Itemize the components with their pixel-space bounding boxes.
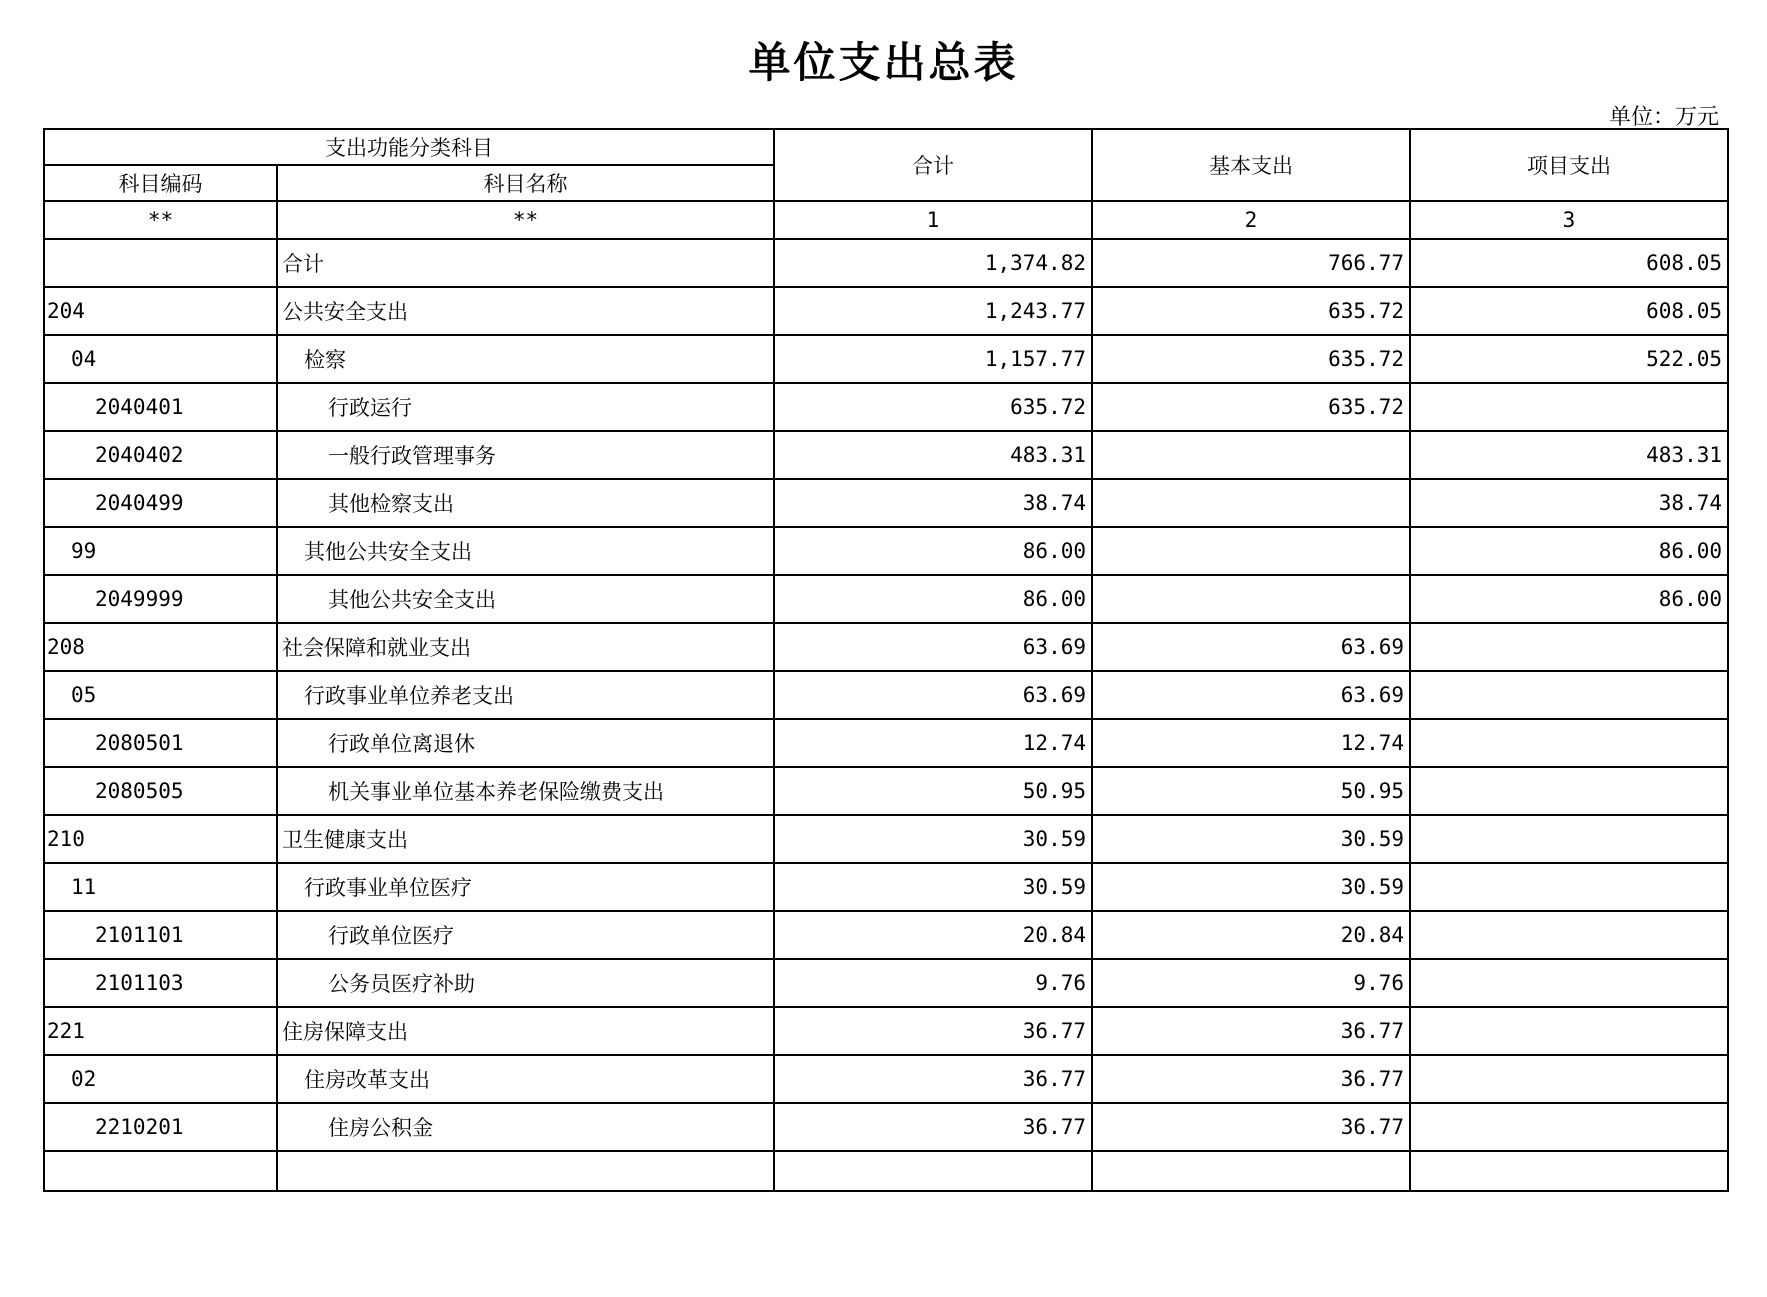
header-project-expenditure: 项目支出	[1410, 129, 1728, 201]
total-amount-cell: 50.95	[774, 767, 1092, 815]
project-amount-cell: 608.05	[1410, 287, 1728, 335]
project-amount-cell	[1410, 863, 1728, 911]
subject-code-cell: 2040401	[44, 383, 277, 431]
subject-name-cell: 社会保障和就业支出	[277, 623, 774, 671]
project-amount-cell	[1410, 383, 1728, 431]
subject-code-cell: 2080505	[44, 767, 277, 815]
table-row	[44, 767, 1728, 815]
header-row-group	[44, 129, 1728, 165]
total-amount-cell: 36.77	[774, 1055, 1092, 1103]
subject-name-cell: 行政单位离退休	[277, 719, 774, 767]
total-amount-cell: 1,157.77	[774, 335, 1092, 383]
subject-code-cell	[44, 239, 277, 287]
subject-name-cell: 检察	[277, 335, 774, 383]
project-amount-cell	[1410, 623, 1728, 671]
header-subject-code: 科目编码	[44, 165, 277, 201]
project-amount-cell	[1410, 1151, 1728, 1191]
table-row	[44, 863, 1728, 911]
total-amount-cell: 12.74	[774, 719, 1092, 767]
subject-name-cell	[277, 1151, 774, 1191]
basic-amount-cell: 30.59	[1092, 863, 1410, 911]
header-total: 合计	[774, 129, 1092, 201]
basic-amount-cell: 63.69	[1092, 671, 1410, 719]
total-amount-cell: 1,374.82	[774, 239, 1092, 287]
basic-amount-cell	[1092, 1151, 1410, 1191]
subject-name-cell: 公共安全支出	[277, 287, 774, 335]
table-row	[44, 623, 1728, 671]
total-amount-cell	[774, 1151, 1092, 1191]
subject-name-cell: 住房公积金	[277, 1103, 774, 1151]
subject-code-cell: 208	[44, 623, 277, 671]
total-amount-cell: 1,243.77	[774, 287, 1092, 335]
basic-amount-cell: 50.95	[1092, 767, 1410, 815]
project-amount-cell	[1410, 815, 1728, 863]
header-basic-expenditure: 基本支出	[1092, 129, 1410, 201]
report-title: 单位支出总表	[748, 38, 1019, 87]
total-amount-cell: 36.77	[774, 1007, 1092, 1055]
subject-code-cell: 2040402	[44, 431, 277, 479]
subject-name-cell: 住房保障支出	[277, 1007, 774, 1055]
project-amount-cell: 608.05	[1410, 239, 1728, 287]
project-amount-cell: 86.00	[1410, 575, 1728, 623]
project-amount-cell	[1410, 1007, 1728, 1055]
table-row	[44, 1007, 1728, 1055]
subject-code-cell: 2101103	[44, 959, 277, 1007]
table-row	[44, 239, 1728, 287]
table-row	[44, 1055, 1728, 1103]
table-row	[44, 383, 1728, 431]
header-row-index	[44, 201, 1728, 239]
subject-name-cell: 机关事业单位基本养老保险缴费支出	[277, 767, 774, 815]
table-row	[44, 959, 1728, 1007]
basic-amount-cell	[1092, 431, 1410, 479]
project-amount-cell	[1410, 767, 1728, 815]
total-amount-cell: 635.72	[774, 383, 1092, 431]
subject-code-cell: 2080501	[44, 719, 277, 767]
subject-code-cell: 2210201	[44, 1103, 277, 1151]
subject-code-cell: 02	[44, 1055, 277, 1103]
basic-amount-cell: 36.77	[1092, 1103, 1410, 1151]
project-amount-cell	[1410, 671, 1728, 719]
project-amount-cell: 483.31	[1410, 431, 1728, 479]
total-amount-cell: 20.84	[774, 911, 1092, 959]
subject-code-cell: 04	[44, 335, 277, 383]
project-amount-cell	[1410, 1055, 1728, 1103]
total-amount-cell: 483.31	[774, 431, 1092, 479]
basic-amount-cell: 635.72	[1092, 287, 1410, 335]
subject-name-cell: 住房改革支出	[277, 1055, 774, 1103]
header-index-project: 3	[1410, 201, 1728, 239]
subject-name-cell: 公务员医疗补助	[277, 959, 774, 1007]
subject-name-cell: 其他公共安全支出	[277, 527, 774, 575]
header-code-mark: **	[44, 201, 277, 239]
subject-name-cell: 一般行政管理事务	[277, 431, 774, 479]
table-row-empty	[44, 1151, 1728, 1191]
project-amount-cell	[1410, 719, 1728, 767]
header-index-total: 1	[774, 201, 1092, 239]
subject-code-cell: 221	[44, 1007, 277, 1055]
subject-code-cell: 210	[44, 815, 277, 863]
subject-code-cell: 2101101	[44, 911, 277, 959]
header-name-mark: **	[277, 201, 774, 239]
basic-amount-cell: 635.72	[1092, 335, 1410, 383]
table-row	[44, 287, 1728, 335]
subject-code-cell	[44, 1151, 277, 1191]
basic-amount-cell	[1092, 479, 1410, 527]
basic-amount-cell: 63.69	[1092, 623, 1410, 671]
subject-name-cell: 行政事业单位养老支出	[277, 671, 774, 719]
table-row	[44, 575, 1728, 623]
table-row	[44, 479, 1728, 527]
project-amount-cell	[1410, 959, 1728, 1007]
basic-amount-cell: 635.72	[1092, 383, 1410, 431]
total-amount-cell: 86.00	[774, 575, 1092, 623]
project-amount-cell	[1410, 911, 1728, 959]
unit-label: 单位：万元	[1608, 105, 1719, 130]
basic-amount-cell: 12.74	[1092, 719, 1410, 767]
table-row	[44, 431, 1728, 479]
total-amount-cell: 86.00	[774, 527, 1092, 575]
project-amount-cell: 86.00	[1410, 527, 1728, 575]
subject-name-cell: 行政事业单位医疗	[277, 863, 774, 911]
basic-amount-cell: 9.76	[1092, 959, 1410, 1007]
total-amount-cell: 38.74	[774, 479, 1092, 527]
subject-name-cell: 行政单位医疗	[277, 911, 774, 959]
basic-amount-cell: 766.77	[1092, 239, 1410, 287]
table-row	[44, 335, 1728, 383]
subject-name-cell: 行政运行	[277, 383, 774, 431]
subject-code-cell: 11	[44, 863, 277, 911]
subject-code-cell: 2040499	[44, 479, 277, 527]
subject-code-cell: 05	[44, 671, 277, 719]
table-row	[44, 911, 1728, 959]
total-amount-cell: 63.69	[774, 623, 1092, 671]
total-amount-cell: 30.59	[774, 863, 1092, 911]
subject-name-cell: 合计	[277, 239, 774, 287]
subject-name-cell: 其他公共安全支出	[277, 575, 774, 623]
subject-name-cell: 卫生健康支出	[277, 815, 774, 863]
total-amount-cell: 36.77	[774, 1103, 1092, 1151]
total-amount-cell: 30.59	[774, 815, 1092, 863]
basic-amount-cell	[1092, 575, 1410, 623]
table-row	[44, 719, 1728, 767]
project-amount-cell	[1410, 1103, 1728, 1151]
table-body	[44, 239, 1728, 1191]
basic-amount-cell: 36.77	[1092, 1055, 1410, 1103]
basic-amount-cell: 30.59	[1092, 815, 1410, 863]
header-function-category: 支出功能分类科目	[44, 129, 774, 165]
basic-amount-cell: 36.77	[1092, 1007, 1410, 1055]
header-index-basic: 2	[1092, 201, 1410, 239]
basic-amount-cell	[1092, 527, 1410, 575]
total-amount-cell: 9.76	[774, 959, 1092, 1007]
total-amount-cell: 63.69	[774, 671, 1092, 719]
expenditure-table	[43, 128, 1729, 1192]
subject-code-cell: 204	[44, 287, 277, 335]
table-row	[44, 527, 1728, 575]
project-amount-cell: 522.05	[1410, 335, 1728, 383]
project-amount-cell: 38.74	[1410, 479, 1728, 527]
subject-code-cell: 99	[44, 527, 277, 575]
table-row	[44, 815, 1728, 863]
table-row	[44, 671, 1728, 719]
header-subject-name: 科目名称	[277, 165, 774, 201]
table-row	[44, 1103, 1728, 1151]
basic-amount-cell: 20.84	[1092, 911, 1410, 959]
subject-code-cell: 2049999	[44, 575, 277, 623]
subject-name-cell: 其他检察支出	[277, 479, 774, 527]
